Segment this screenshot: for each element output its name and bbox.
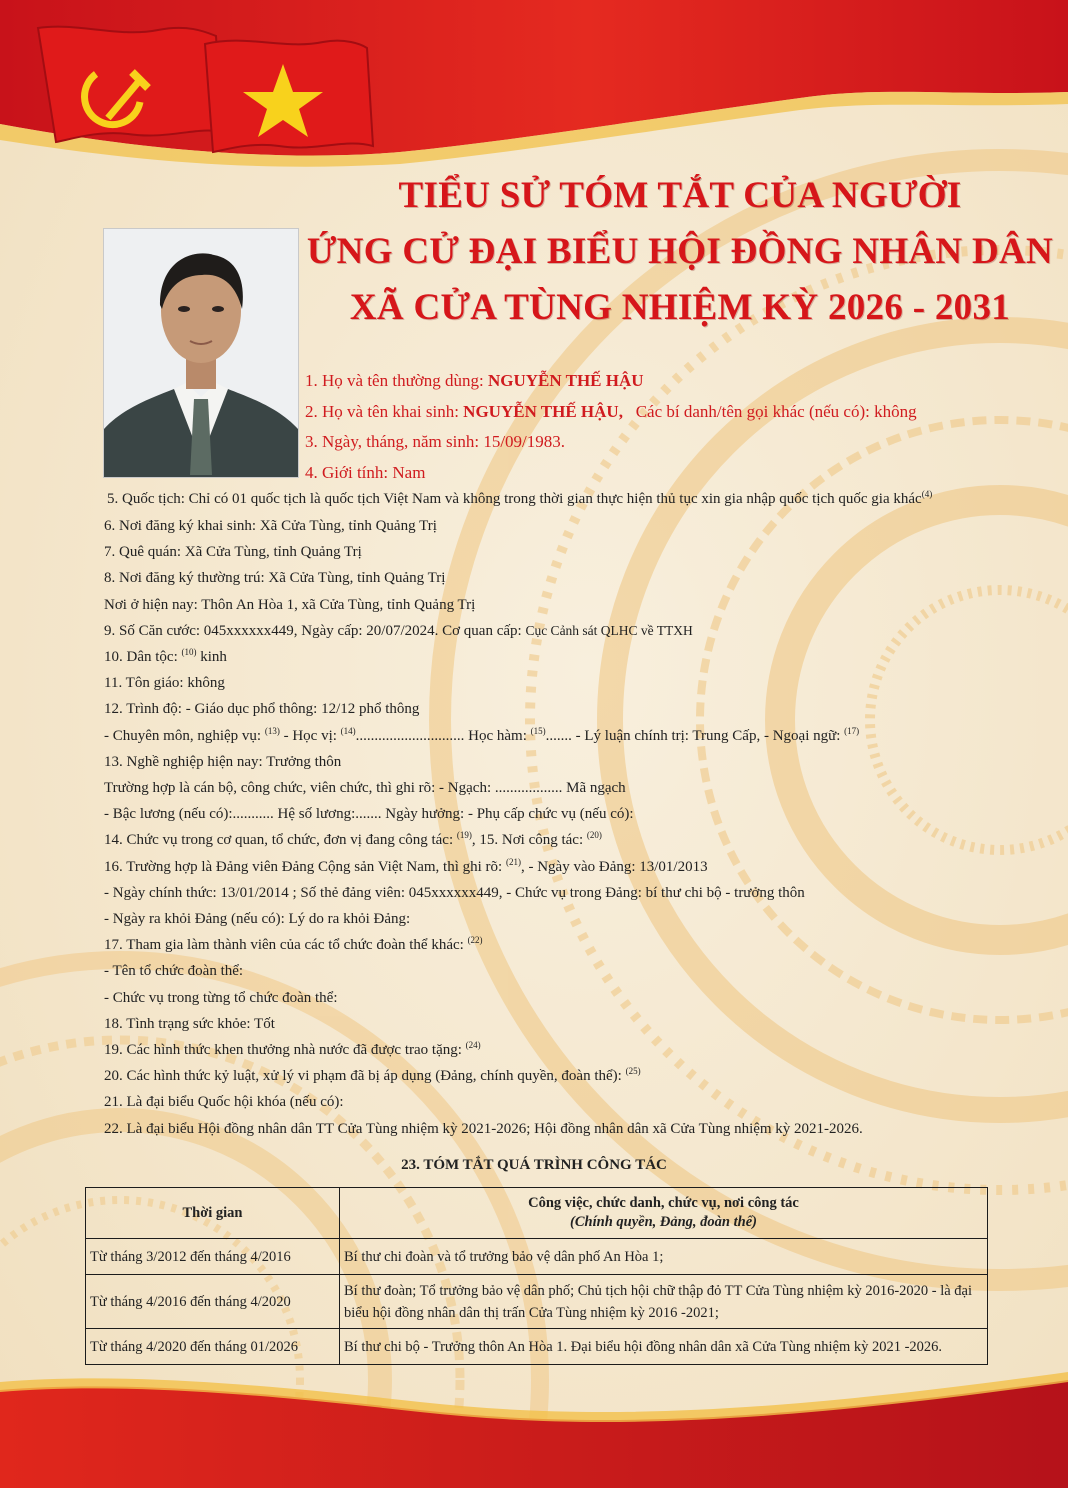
footnote-ref: (17) xyxy=(844,725,860,736)
info-birth-name xyxy=(305,397,917,428)
detail-hometown: 7. Quê quán: Xã Cửa Tùng, tỉnh Quảng Trị xyxy=(104,544,362,561)
title-line-1: TIỂU SỬ TÓM TẮT CỦA NGƯỜI xyxy=(398,175,962,216)
common-name-value: NGUYỄN THẾ HẬU xyxy=(488,371,644,390)
common-name-label: 1. Họ và tên thường dùng: xyxy=(305,371,488,390)
row-job: Bí thư chi đoàn và tổ trưởng bảo vệ dân phố An Hòa 1; xyxy=(340,1239,988,1275)
work-history-table xyxy=(85,1187,988,1365)
info-common-name xyxy=(305,366,917,397)
detail-position xyxy=(104,827,984,853)
qual-text: ....... - Lý luận chính trị: Trung Cấp, - Ngoại ngữ: xyxy=(545,727,845,744)
row-time: Từ tháng 4/2016 đến tháng 4/2020 xyxy=(86,1275,340,1329)
header-job xyxy=(340,1188,988,1239)
details-body xyxy=(104,490,984,1142)
footnote-ref: (19) xyxy=(456,830,472,841)
work-history-title: 23. TÓM TẮT QUÁ TRÌNH CÔNG TÁC xyxy=(401,1157,667,1173)
detail-civil-servant: Trường hợp là cán bộ, công chức, viên chức, thì ghi rõ: - Ngạch: .................. Mã ngạch xyxy=(104,780,626,797)
issuing-authority: Cục Cảnh sát QLHC về TTXH xyxy=(525,622,693,638)
party-text: 16. Trường hợp là Đảng viên Đảng Cộng sản Việt Nam, thì ghi rõ: xyxy=(104,858,506,875)
detail-organization-role: - Chức vụ trong từng tổ chức đoàn thể: xyxy=(104,989,338,1006)
aliases-text: Các bí danh/tên gọi khác (nếu có): không xyxy=(635,401,917,421)
detail-party-member xyxy=(104,854,984,880)
footnote-ref: (24) xyxy=(465,1040,481,1051)
header-job-title: Công việc, chức danh, chức vụ, nơi công tác xyxy=(528,1195,799,1211)
qual-text: - Học vị: xyxy=(279,727,341,744)
party-join-date: , - Ngày vào Đảng: 13/01/2013 xyxy=(520,858,708,875)
detail-party-official: - Ngày chính thức: 13/01/2014 ; Số thẻ đảng viên: 045xxxxxx449, - Chức vụ trong Đảng: bí thư chi bộ - trưởng thôn xyxy=(104,884,805,901)
header-time: Thời gian xyxy=(86,1188,340,1239)
footnote-ref: (20) xyxy=(586,830,602,841)
detail-ethnicity xyxy=(104,644,984,670)
row-job: Bí thư chi bộ - Trưởng thôn An Hòa 1. Đại biểu hội đồng nhân dân xã Cửa Tùng nhiệm kỳ 2021 -2026. xyxy=(340,1329,988,1365)
table-header-row xyxy=(86,1188,988,1239)
document-title xyxy=(300,168,1060,336)
birth-name-value: NGUYỄN THẾ HẬU, xyxy=(463,401,623,421)
discipline-text: 20. Các hình thức kỷ luật, xử lý vi phạm đã bị áp dụng (Đảng, chính quyền, đoàn thể): xyxy=(104,1068,626,1085)
table-row xyxy=(86,1275,988,1329)
detail-salary: - Bậc lương (nếu có):........... Hệ số lương:....... Ngày hưởng: - Phụ cấp chức vụ (nếu có): xyxy=(104,806,634,823)
party-flag xyxy=(38,27,222,142)
footnote-ref: (4) xyxy=(921,489,933,499)
detail-birth-registration: 6. Nơi đăng ký khai sinh: Xã Cửa Tùng, tỉnh Quảng Trị xyxy=(104,518,437,534)
detail-education: 12. Trình độ: - Giáo dục phổ thông: 12/12 phổ thông xyxy=(104,701,420,718)
detail-council-member: 22. Là đại biểu Hội đồng nhân dân TT Cửa Tùng nhiệm kỳ 2021-2026; Hội đồng nhân dân xã Cửa Tùng nhiệm kỳ 2021-2026. xyxy=(104,1120,863,1137)
ethnicity-value: kinh xyxy=(196,649,227,666)
footnote-ref: (22) xyxy=(467,935,483,946)
id-card-text: 9. Số Căn cước: 045xxxxxx449, Ngày cấp: 20/07/2024. Cơ quan cấp: xyxy=(104,622,526,639)
footnote-ref: (14) xyxy=(340,725,356,736)
detail-organizations xyxy=(104,932,984,958)
qual-text: ............................. Học hàm: xyxy=(355,727,531,744)
detail-permanent-residence: 8. Nơi đăng ký thường trú: Xã Cửa Tùng, tỉnh Quảng Trị xyxy=(104,570,446,587)
footnote-ref: (13) xyxy=(264,725,280,736)
title-line-3: XÃ CỬA TÙNG NHIỆM KỲ 2026 - 2031 xyxy=(349,287,1011,328)
detail-nationality xyxy=(104,490,984,509)
header-job-subtitle: (Chính quyền, Đảng, đoàn thể) xyxy=(570,1214,757,1230)
row-time: Từ tháng 3/2012 đến tháng 4/2016 xyxy=(86,1239,340,1275)
qual-text: - Chuyên môn, nghiệp vụ: xyxy=(104,727,265,744)
info-gender: 4. Giới tính: Nam xyxy=(305,462,426,482)
detail-health: 18. Tình trạng sức khỏe: Tốt xyxy=(104,1015,275,1032)
detail-qualifications xyxy=(104,723,984,749)
detail-occupation: 13. Nghề nghiệp hiện nay: Trưởng thôn xyxy=(104,753,342,770)
detail-awards xyxy=(104,1037,984,1063)
table-row xyxy=(86,1329,988,1365)
national-flag xyxy=(205,41,373,152)
row-time: Từ tháng 4/2020 đến tháng 01/2026 xyxy=(86,1329,340,1365)
workplace-text: , 15. Nơi công tác: xyxy=(471,832,587,849)
info-birth-date: 3. Ngày, tháng, năm sinh: 15/09/1983. xyxy=(305,432,566,451)
awards-text: 19. Các hình thức khen thưởng nhà nước đã được trao tặng: xyxy=(104,1042,466,1059)
detail-id-card xyxy=(104,618,984,644)
title-line-2: ỨNG CỬ ĐẠI BIỂU HỘI ĐỒNG NHÂN DÂN xyxy=(306,231,1054,272)
detail-national-assembly: 21. Là đại biểu Quốc hội khóa (nếu có): xyxy=(104,1094,344,1111)
basic-info xyxy=(305,366,917,488)
position-text: 14. Chức vụ trong cơ quan, tổ chức, đơn vị đang công tác: xyxy=(104,832,457,849)
detail-organization-name: - Tên tổ chức đoàn thể: xyxy=(104,963,244,980)
detail-current-residence: Nơi ở hiện nay: Thôn An Hòa 1, xã Cửa Tùng, tỉnh Quảng Trị xyxy=(104,596,476,613)
ethnicity-label: 10. Dân tộc: xyxy=(104,649,182,666)
footnote-ref: (25) xyxy=(625,1066,641,1077)
footnote-ref: (21) xyxy=(505,856,521,867)
detail-discipline xyxy=(104,1063,984,1089)
nationality-text: 5. Quốc tịch: Chỉ có 01 quốc tịch là quốc tịch Việt Nam và không trong thời gian thực hiện thủ tục xin gia nhập quốc tịch quốc gia khác xyxy=(107,491,922,507)
footnote-ref: (10) xyxy=(181,647,197,658)
row-job: Bí thư đoàn; Tổ trưởng bảo vệ dân phố; Chủ tịch hội chữ thập đỏ TT Cửa Tùng nhiệm kỳ 2016-2020 - là đại biểu hội đồng nhân dân thị trấn Cửa Tùng nhiệm kỳ 2016 -2021; xyxy=(340,1275,988,1329)
candidate-photo xyxy=(103,228,299,478)
footnote-ref: (15) xyxy=(530,725,546,736)
table-row xyxy=(86,1239,988,1275)
organizations-text: 17. Tham gia làm thành viên của các tổ chức đoàn thể khác: xyxy=(104,937,468,954)
detail-religion: 11. Tôn giáo: không xyxy=(104,675,225,692)
detail-party-exit: - Ngày ra khỏi Đảng (nếu có): Lý do ra khỏi Đảng: xyxy=(104,911,411,928)
birth-name-label: 2. Họ và tên khai sinh: xyxy=(305,401,464,421)
